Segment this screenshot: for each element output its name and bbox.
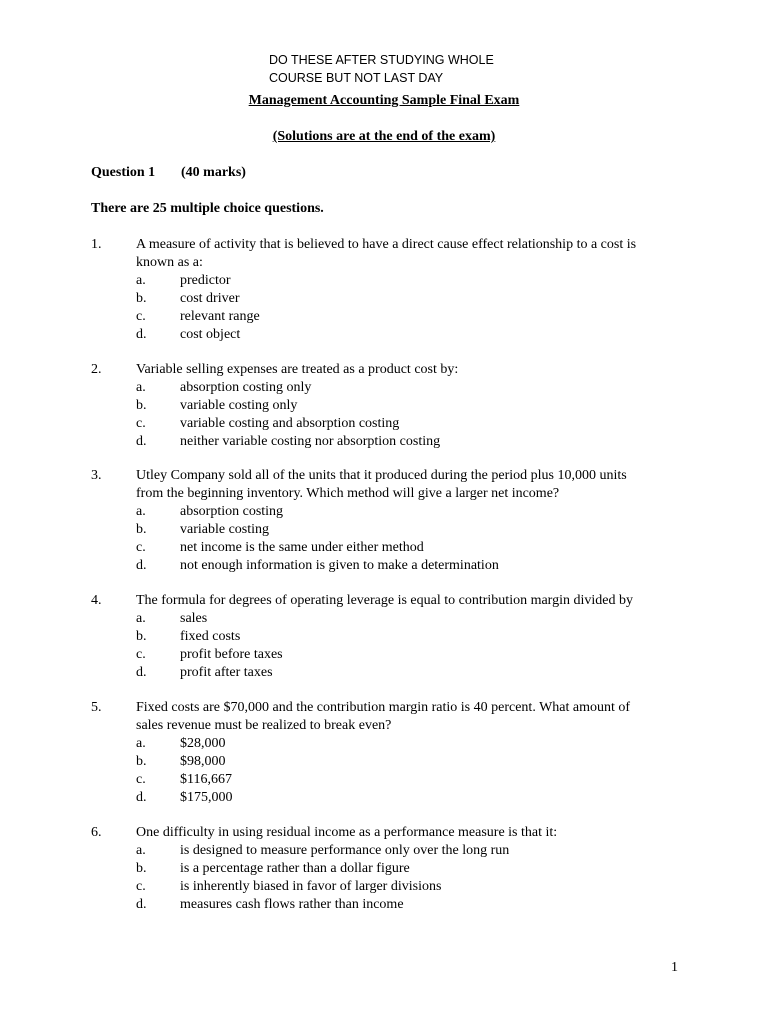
header-note-line-1: DO THESE AFTER STUDYING WHOLE <box>269 53 494 67</box>
question-line <box>91 236 691 254</box>
option-a <box>91 272 691 290</box>
option-b <box>91 397 691 415</box>
question-number: 3. <box>91 468 102 483</box>
question-text: The formula for degrees of operating leverage is equal to contribution margin divided by <box>136 593 633 608</box>
exam-title: Management Accounting Sample Final Exam <box>248 93 520 108</box>
question-text: One difficulty in using residual income as a performance measure is that it: <box>136 825 558 840</box>
option-letter: b. <box>136 398 147 413</box>
option-b <box>91 860 691 878</box>
option-text: variable costing and absorption costing <box>180 416 400 431</box>
option-text: absorption costing only <box>180 380 312 395</box>
question-line <box>91 467 691 485</box>
option-letter: b. <box>136 291 147 306</box>
option-text: is inherently biased in favor of larger divisions <box>180 879 442 894</box>
question-number: 5. <box>91 700 102 715</box>
question-line <box>91 361 691 379</box>
intro-text: There are 25 multiple choice questions. <box>91 201 324 216</box>
question-number: 1. <box>91 237 102 252</box>
option-d <box>91 789 691 807</box>
option-b <box>91 290 691 308</box>
option-text: absorption costing <box>180 504 284 519</box>
option-c <box>91 878 691 896</box>
option-text: $98,000 <box>180 754 226 769</box>
option-a <box>91 610 691 628</box>
option-letter: a. <box>136 736 146 751</box>
option-text: fixed costs <box>180 629 241 644</box>
question-4 <box>91 592 691 682</box>
question-line <box>91 699 691 717</box>
question-2 <box>91 361 691 451</box>
option-letter: c. <box>136 647 146 662</box>
option-text: is designed to measure performance only over the long run <box>180 843 510 858</box>
exam-subtitle: (Solutions are at the end of the exam) <box>272 129 496 144</box>
page-number: 1 <box>671 960 678 975</box>
question-text: sales revenue must be realized to break even? <box>136 718 392 733</box>
option-text: predictor <box>180 273 231 288</box>
option-letter: a. <box>136 273 146 288</box>
question-text: Fixed costs are $70,000 and the contribution margin ratio is 40 percent. What amount of <box>136 700 631 715</box>
option-text: $175,000 <box>180 790 233 805</box>
question-line <box>91 824 691 842</box>
question-header-label: Question 1 <box>91 165 156 180</box>
option-a <box>91 503 691 521</box>
question-text: from the beginning inventory. Which method will give a larger net income? <box>136 486 560 501</box>
option-c <box>91 771 691 789</box>
option-letter: a. <box>136 611 146 626</box>
option-text: $28,000 <box>180 736 226 751</box>
option-letter: a. <box>136 380 146 395</box>
option-letter: d. <box>136 897 147 912</box>
question-3 <box>91 467 691 575</box>
option-letter: c. <box>136 540 146 555</box>
option-d <box>91 326 691 344</box>
option-text: cost driver <box>180 291 240 306</box>
option-letter: b. <box>136 754 147 769</box>
option-d <box>91 433 691 451</box>
option-letter: c. <box>136 772 146 787</box>
option-a <box>91 379 691 397</box>
option-letter: b. <box>136 629 147 644</box>
option-text: relevant range <box>180 309 260 324</box>
header-note <box>269 52 494 87</box>
question-text: known as a: <box>136 255 203 270</box>
option-b <box>91 753 691 771</box>
option-a <box>91 842 691 860</box>
question-header-marks: (40 marks) <box>181 165 246 180</box>
option-text: net income is the same under either method <box>180 540 424 555</box>
option-text: sales <box>180 611 208 626</box>
option-b <box>91 628 691 646</box>
option-text: profit after taxes <box>180 665 273 680</box>
question-header <box>91 165 246 181</box>
option-b <box>91 521 691 539</box>
option-text: profit before taxes <box>180 647 283 662</box>
option-text: $116,667 <box>180 772 232 787</box>
option-text: measures cash flows rather than income <box>180 897 404 912</box>
question-line <box>91 717 691 735</box>
option-letter: d. <box>136 665 147 680</box>
option-c <box>91 308 691 326</box>
question-number: 4. <box>91 593 102 608</box>
option-text: not enough information is given to make a determination <box>180 558 499 573</box>
question-line <box>91 254 691 272</box>
option-letter: b. <box>136 522 147 537</box>
option-letter: c. <box>136 309 146 324</box>
option-letter: d. <box>136 558 147 573</box>
question-text: A measure of activity that is believed to have a direct cause effect relationship to a cost is <box>136 237 637 252</box>
option-letter: d. <box>136 790 147 805</box>
question-number: 2. <box>91 362 102 377</box>
option-d <box>91 557 691 575</box>
question-5 <box>91 699 691 807</box>
option-text: cost object <box>180 327 241 342</box>
question-text: Utley Company sold all of the units that it produced during the period plus 10,000 units <box>136 468 627 483</box>
option-text: variable costing <box>180 522 270 537</box>
option-d <box>91 896 691 914</box>
option-letter: b. <box>136 861 147 876</box>
option-letter: c. <box>136 879 146 894</box>
option-letter: a. <box>136 843 146 858</box>
question-6 <box>91 824 691 914</box>
option-text: variable costing only <box>180 398 298 413</box>
option-d <box>91 664 691 682</box>
option-text: is a percentage rather than a dollar figure <box>180 861 410 876</box>
option-letter: d. <box>136 327 147 342</box>
question-line <box>91 485 691 503</box>
header-note-line-2: COURSE BUT NOT LAST DAY <box>269 70 444 85</box>
option-text: neither variable costing nor absorption costing <box>180 434 441 449</box>
question-number: 6. <box>91 825 102 840</box>
option-c <box>91 646 691 664</box>
option-a <box>91 735 691 753</box>
question-1 <box>91 236 691 344</box>
option-c <box>91 415 691 433</box>
option-letter: a. <box>136 504 146 519</box>
option-letter: c. <box>136 416 146 431</box>
question-text: Variable selling expenses are treated as a product cost by: <box>136 362 459 377</box>
option-letter: d. <box>136 434 147 449</box>
question-line <box>91 592 691 610</box>
option-c <box>91 539 691 557</box>
